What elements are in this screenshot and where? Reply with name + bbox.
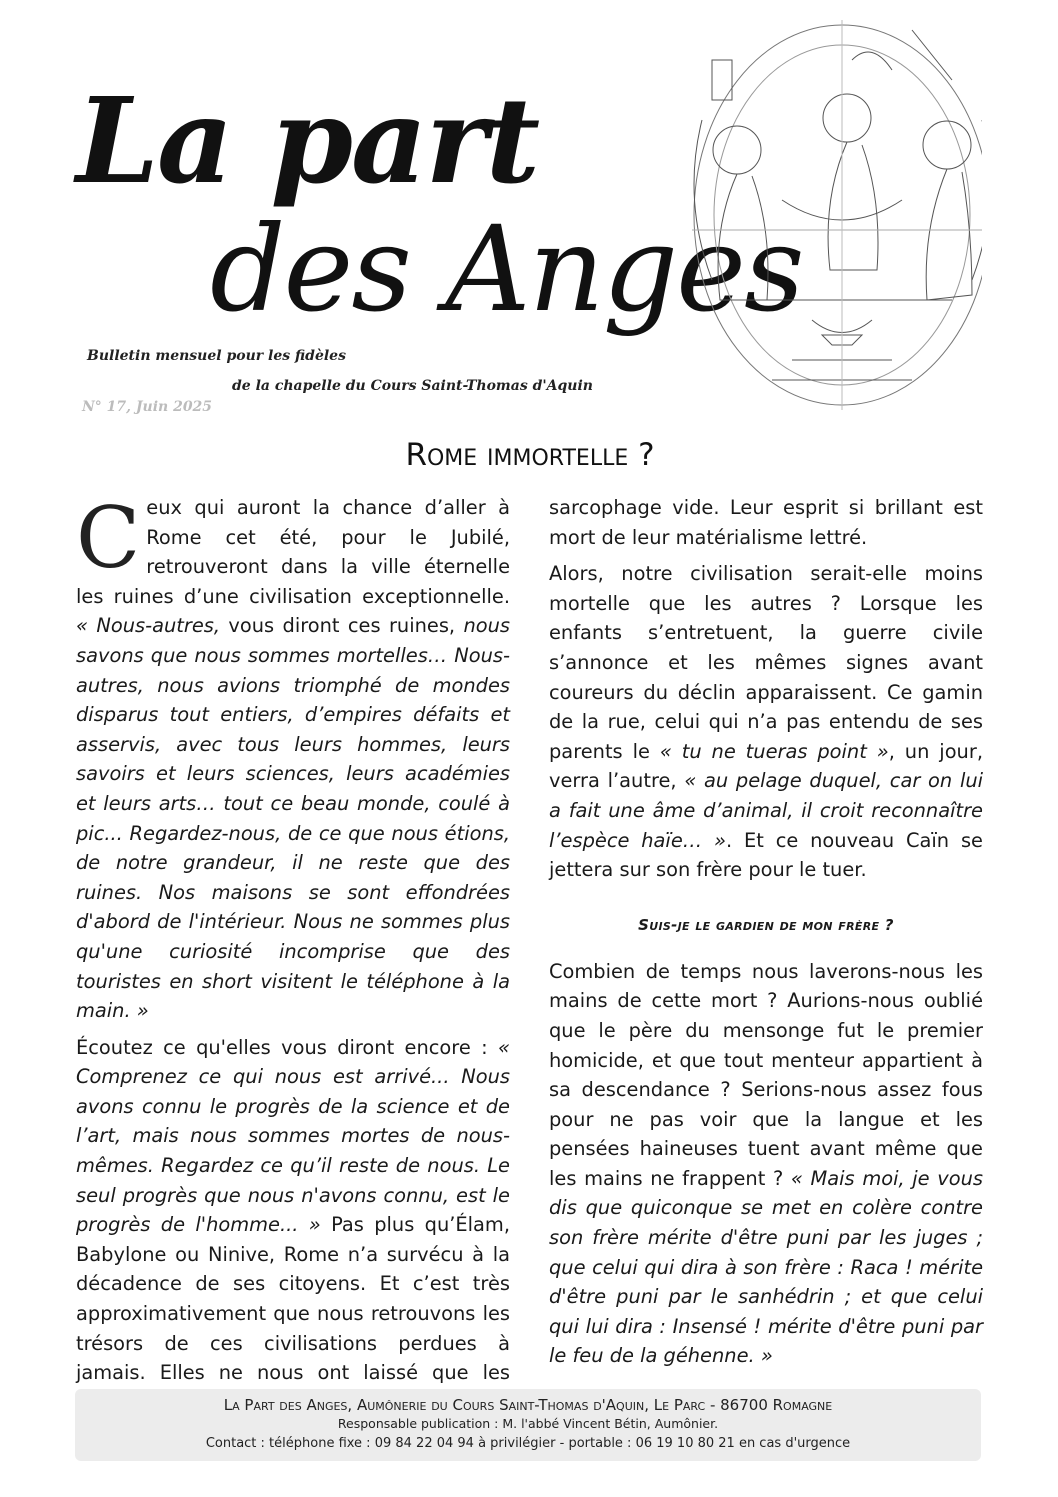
paragraph: Ceux qui auront la chance d’aller à Rome cet été, pour le Jubilé, retrouveront dans la ville éternelle les ruines d’une civilisation exceptionnelle. « Nous-autres, vous diront ces ruines, nous savons que nous sommes mortelles… Nous-autres, nous avions triomphé de mondes disparus tout entiers, d’empires défaits et asservis, avec tous leurs hommes, leurs savoirs et leurs sciences, leurs académies et leurs arts… tout ce beau monde, coulé à pic... Regardez-nous, de ce que nous étions, de notre grandeur, il ne reste que des ruines. Nos maisons se sont effondrées d'abord de l'intérieur. Nous ne sommes plus qu'une curiosité incomprise que des touristes en short visitent le téléphone à la main. »	[76, 489, 510, 1023]
paragraph: Alors, notre civilisation serait-elle moins mortelle que les autres ? Lorsque les enfants s’entretuent, la guerre civile s’annonce et les mêmes signes avant coureurs du déclin apparaissent. Ce gamin de la rue, celui qui n’a pas entendu de ses parents le « tu ne tueras point », un jour, verra l’autre, « au pelage duquel, car on lui a fait une âme d’animal, il croit reconnaître l’espèce haïe… ». Et ce nouveau Caïn se jettera sur son frère pour le tuer.	[549, 562, 984, 882]
masthead-title-line1: La part	[76, 71, 539, 210]
paragraph: Écoutez ce qu'elles vous diront encore : « Comprenez ce qui nous est arrivé... Nous avons connu le progrès de la science et de l’art, mais nous sommes mortes de nous-mêmes. Regardez ce qu’il reste de nous. Le seul progrès que nous n'avons connu, est le progrès de l'homme... » Pas plus qu’Élam, Babylone ou Ninive, Rome n’a survécu à la décadence de ses citoyens. Et c’est très approximativement que nous retrouvons les trésors de ces civilisations perdues à jamais. Elles ne nous ont laissé que les	[76, 1035, 510, 1385]
subtitle-line1: Bulletin mensuel pour les fidèles	[87, 348, 346, 364]
footer-contact: Contact : téléphone fixe : 09 84 22 04 94 à privilégier - portable : 06 19 10 80 21 en cas d'urgence	[205, 1436, 851, 1451]
footer	[75, 1389, 981, 1461]
trinity-icon-sketch	[672, 0, 982, 425]
paragraph: sarcophage vide. Leur esprit si brillant est mort de leur matérialisme lettré.	[549, 496, 983, 549]
paragraph: Combien de temps nous laverons-nous les mains de cette mort ? Aurions-nous oublié que le père du mensonge fut le premier homicide, et que tout menteur appartient à sa descendance ? Serions-nous assez fous pour ne pas voir que la langue et les pensées haineuses tuent avant même que les mains ne frappent ? « Mais moi, je vous dis que quiconque se met en colère contre son frère mérite d'être puni par les juges ; que celui qui dira à son frère : Raca ! mérite d'être puni par le sanhédrin ; et que celui qui lui dira : Insensé ! mérite d'être puni par le feu de la géhenne. »	[549, 959, 983, 1368]
article-column-left	[76, 489, 510, 1424]
issue-number: N° 17, Juin 2025	[82, 399, 213, 415]
masthead-title-line2: des Anges	[210, 200, 803, 338]
article-title-text: Rome immortelle ?	[405, 437, 655, 473]
dropcap: C	[76, 489, 141, 587]
article-title	[200, 437, 860, 473]
subtitle-line2: de la chapelle du Cours Saint-Thomas d'Aquin	[232, 378, 593, 394]
footer-address: La Part des Anges, Aumônerie du Cours Saint-Thomas d'Aquin, Le Parc - 86700 Romagne	[223, 1396, 833, 1414]
footer-publisher: Responsable publication : M. l'abbé Vincent Bétin, Aumônier.	[337, 1416, 719, 1431]
article-column-right	[549, 493, 983, 1378]
section-heading: Suis-je le gardien de mon frère ?	[638, 915, 894, 934]
